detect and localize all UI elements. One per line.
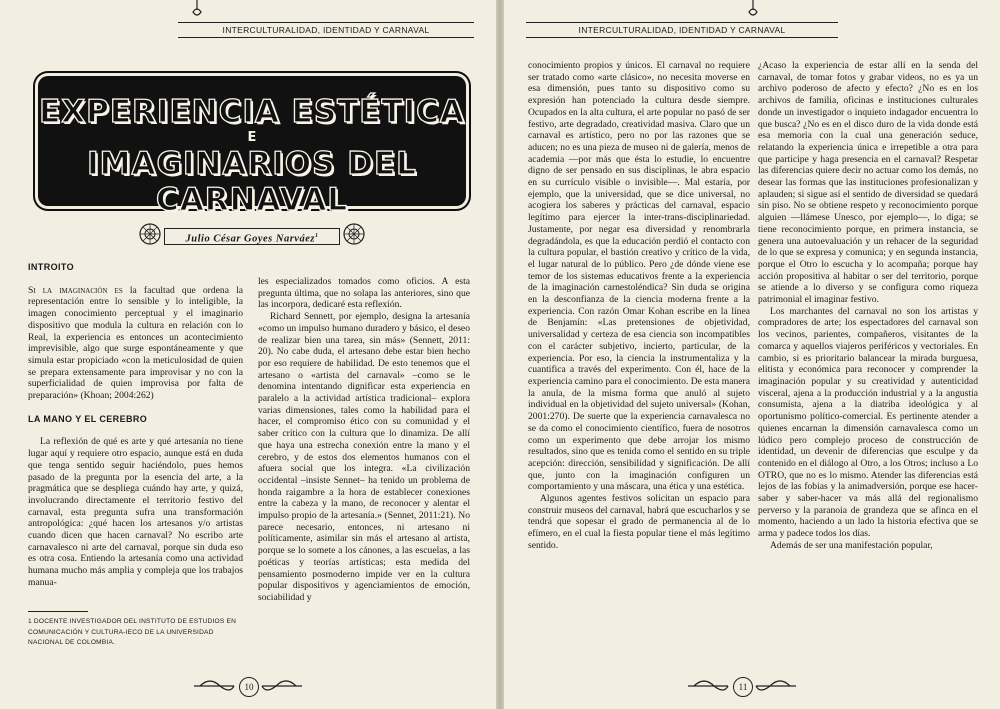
page-number-ornament: [684, 670, 800, 700]
running-header: [526, 22, 838, 38]
footnote-rule: [28, 611, 88, 612]
author-footnote-mark: 1: [314, 233, 319, 239]
paragraph: conocimiento propios y únicos. El carnaval no requiere ser tratado como «arte clásico», no necesita moverse en esa dimensión, pues tanto su dispositivo como su expresión han potenciado la cultura desde siempre. Ocupados en la alta cultura, el arte popular no pasó de ser festivo, arte degradado, creatividad masiva. Claro que un carnaval es artístico, pero no por las razones que se aducen; no es una pieza de museo ni de galería, menos de academia —por más que ésta lo estudie, lo encuentre digno de ser pensado en sus disciplinas, le abra espacio en su currículo visible o invisible—. Mal estaría, por ejemplo, que la universidad, que se dice universal, no acogiera los saberes y prácticas del carnaval, espacio legítimo para ejercer la inter-trans-disciplinariedad. Justamente, por negar esa diversidad y renombrarla degradándola, es que la educación perdió el contacto con la cultura popular, el bastión creativo y crítico de la vida, el lugar natural de lo público. Pero ¿de dónde viene ese temor de los sistemas educativos frente a la experiencia de la imaginación carnestoléndica? Sin duda se origina en la desconfianza de la ciencia moderna frente a la experiencia. Con razón Omar Kohan escribe en la línea de Benjamín: «Las pretensiones de objetividad, universalidad y certeza de esa ciencia son incompatibles con el carácter subjetivo, incierto, particular, de la experiencia. Por eso, la ciencia la instrumentaliza y la cuantifica a través del experimento. Con él, hace de la experiencia camino para el conocimiento. De esta manera la anula, de la misma forma que anuló al sujeto individual en la objetividad del sujeto universal» (Kohan, 2001:270). De suerte que la experiencia carnavalesca no se da como el conocimiento científico, fuera de nosotros como un experimento que debe arrojar los mismo resultados, sino que es tenida como el sentido en su triple acepción: dirección, sensibilidad y significación. De allí que, junto con la imaginación configuren un comportamiento y una máscara, una ética y una estética.: [528, 60, 750, 493]
paragraph: ¿Acaso la experiencia de estar allí en la senda del carnaval, de tomar fotos y grabar videos, no es ya un archivo poderoso de afecto y efecto? ¿No es en los archivos de familia, oficinas e instituciones culturales donde un investigador o inquieto indagador encuentra lo que busca? ¿No es en el disco duro de la vida donde está esa memoria con la cual una generación seduce, relatando la experiencia única e irrepetible a otra para que participe y haga presencia en el carnaval? Respetar las diferencias quiere decir no actuar como los demás, no desear las formas que las instituciones profesionalizan y aplauden; si sigue así el sentido de diversidad se quedará sin piso. No se obtiene respeto y reconocimiento porque alguien —llámese Unesco, por ejemplo—, lo diga; se tiene reconocimiento porque, en primera instancia, se genera una autoevaluación y un rehacer de la seguridad de lo que se expresa y comunica; y en segunda instancia, porque el Otro lo escucha y lo acompaña; porque hay acción propositiva al habitar o ser del territorio, porque se atiende a lo diverso y se configura como riqueza patrimonial el imaginar festivo.: [758, 60, 978, 306]
ornament-hanger-icon: [190, 0, 204, 22]
left-column-1: [28, 262, 243, 589]
paragraph: Los marchantes del carnaval no son los artistas y compradores de arte; los espectadores del carnaval son los vecinos, parientes, compañeros, visitantes de la comarca y aquellos viajeros periféricos y vectoriales. En cambio, si es prioritario balancear la mirada burguesa, elitista y económica para reconocer y comprender la imaginación popular y su creatividad y autenticidad visceral, ajena a la producción industrial y a la angustia consumista, ajena a la diatriba ideológica y al oportunismo político-comercial. Es pertinente atender a quienes encarnan la dimensión carnavalesca como un lúdico pero complejo proceso de construcción de identidad, un devenir de diferencias que esculpe y da contenido en el diálogo al Otro, a los Otros; incluso a Lo OTRO, que no es lo mismo. Atender las diferencias está lejos de las fobias y la animadversión, porque ese hacer-saber y saber-hacer va más allá del regionalismo perverso y la paranoia de grandeza que se afinca en el momento, haciendo a un lado la historia efectiva que se arma y padece todos los días.: [758, 305, 978, 540]
page-number: 10: [239, 677, 259, 697]
author-name: Julio César Goyes Narváez: [185, 233, 315, 245]
running-header-text: INTERCULTURALIDAD, IDENTIDAD Y CARNAVAL: [573, 25, 792, 35]
right-column-2: [758, 60, 978, 552]
running-header-text: INTERCULTURALIDAD, IDENTIDAD Y CARNAVAL: [217, 25, 436, 35]
paragraph-text: la facultad que ordena la representación entre lo sensible y lo inteligible, la imagen conocimiento perceptual y el imaginario dispositivo que modula la cultura en relación con lo Real, la experiencia es entonces un acontecimiento imprevisible, algo que surge espontáneamente y que simula estar propiciado «con la meticulosidad de quien se prepara extensamente para improvisar y no con la superficialidad de quien improvisa por falta de preparación» (Khoan; 2004:262): [28, 284, 243, 402]
right-column-1: [528, 60, 750, 552]
left-page: [0, 0, 496, 709]
section-heading-mano: LA MANO Y EL CEREBRO: [28, 413, 148, 424]
paragraph: Además de ser una manifestación popular,: [770, 539, 933, 551]
left-column-2: [258, 276, 470, 604]
gutter: [496, 0, 504, 709]
author-banner: [138, 222, 366, 248]
page-number-ornament: [190, 670, 306, 700]
page-number: 11: [733, 677, 753, 697]
title-line-1: EXPERIENCIA ESTÉTICA: [39, 94, 465, 130]
rosette-icon: [138, 222, 162, 246]
paragraph: les especializados tomados como oficios. A esta pregunta última, que no solapa las anteriores, sino que las incorpora, dedicaré esta reflexión.: [258, 276, 470, 311]
paragraph: Richard Sennett, por ejemplo, designa la artesanía «como un impulso humano duradero y básico, el deseo de realizar bien una tarea, sin más» (Sennett, 2011: 20). No cabe duda, el artesano debe estar bien hecho por eso requiere de habilidad. De esto tenemos que el artesano o «artista del carnaval» –como se le denomina intentando dignificar esta experiencia en paralelo a la actividad artística tradicional– explora varias dimensiones, tales como la habilidad para el hacer, el compromiso ético con su comunidad y el saber crítico con la cultura que lo dinamiza. De allí que haya una estrecha conexión entre la mano y el cerebro, y de estos dos elementos humanos con el afuera social que los integra. «La civilización occidental –insiste Sennet– ha tenido un problema de honda raigambre a la hora de establecer conexiones entre la cabeza y la mano, de reconocer y alentar el impulso propio de la artesanía.» (Sennet, 2011:21). No parece necesario, entonces, ni artesano ni políticamente, asimilar sin más el artesano al artista, porque se lo somete a los cánones, a las escuelas, a las poéticas y teorías artísticas; esta medida del pensamiento posmoderno impide ver en la cultura popular dispositivos y agenciamientos de emoción, sociabilidad y: [258, 311, 470, 603]
title-conjunction: E: [247, 130, 257, 145]
paragraph: Algunos agentes festivos solicitan un espacio para construir museos del carnaval, habrá que escucharlos y se tendrá que sopesar el grado de permanencia al de lo efímero, en el cual la fiesta popular tiene el más legítimo sentido.: [528, 493, 750, 551]
section-heading-introito: INTROITO: [28, 262, 75, 272]
lead-in: Si la imaginación es: [28, 284, 123, 296]
footnote: 1 DOCENTE INVESTIGADOR DEL INSTITUTO DE ESTUDIOS EN COMUNICACIÓN Y CULTURA-IECO DE LA UNIVERSIDAD NACIONAL DE COLOMBIA.: [28, 618, 237, 646]
rosette-icon: [342, 222, 366, 246]
ornament-hanger-icon: [746, 0, 760, 22]
paragraph: La reflexión de qué es arte y qué artesanía no tiene lugar aquí y requiere otro espacio, aunque está en duda que tenga sentido seguir haciéndolo, pues hemos pasado de la pregunta por la esencia del arte, a la pragmática que se despliega cuándo hay arte, y quizá, involucrando directamente el territorio festivo del carnaval, esta pregunta sufra una transformación antropológica: ¿qué hacen los artesanos y/o artistas cuando dicen que hacen carnaval? No escribo arte carnavalesco ni arte del carnaval, porque sin duda eso es otra cosa. Entiendo la artesanía como una actividad humana mucho más amplia y compleja que los trabajos manua-: [28, 436, 243, 588]
paragraph: [28, 285, 243, 402]
running-header: [178, 22, 474, 38]
article-title-panel: [38, 76, 466, 218]
right-page: [504, 0, 1000, 709]
title-line-2: IMAGINARIOS DEL CARNAVAL: [87, 146, 417, 218]
